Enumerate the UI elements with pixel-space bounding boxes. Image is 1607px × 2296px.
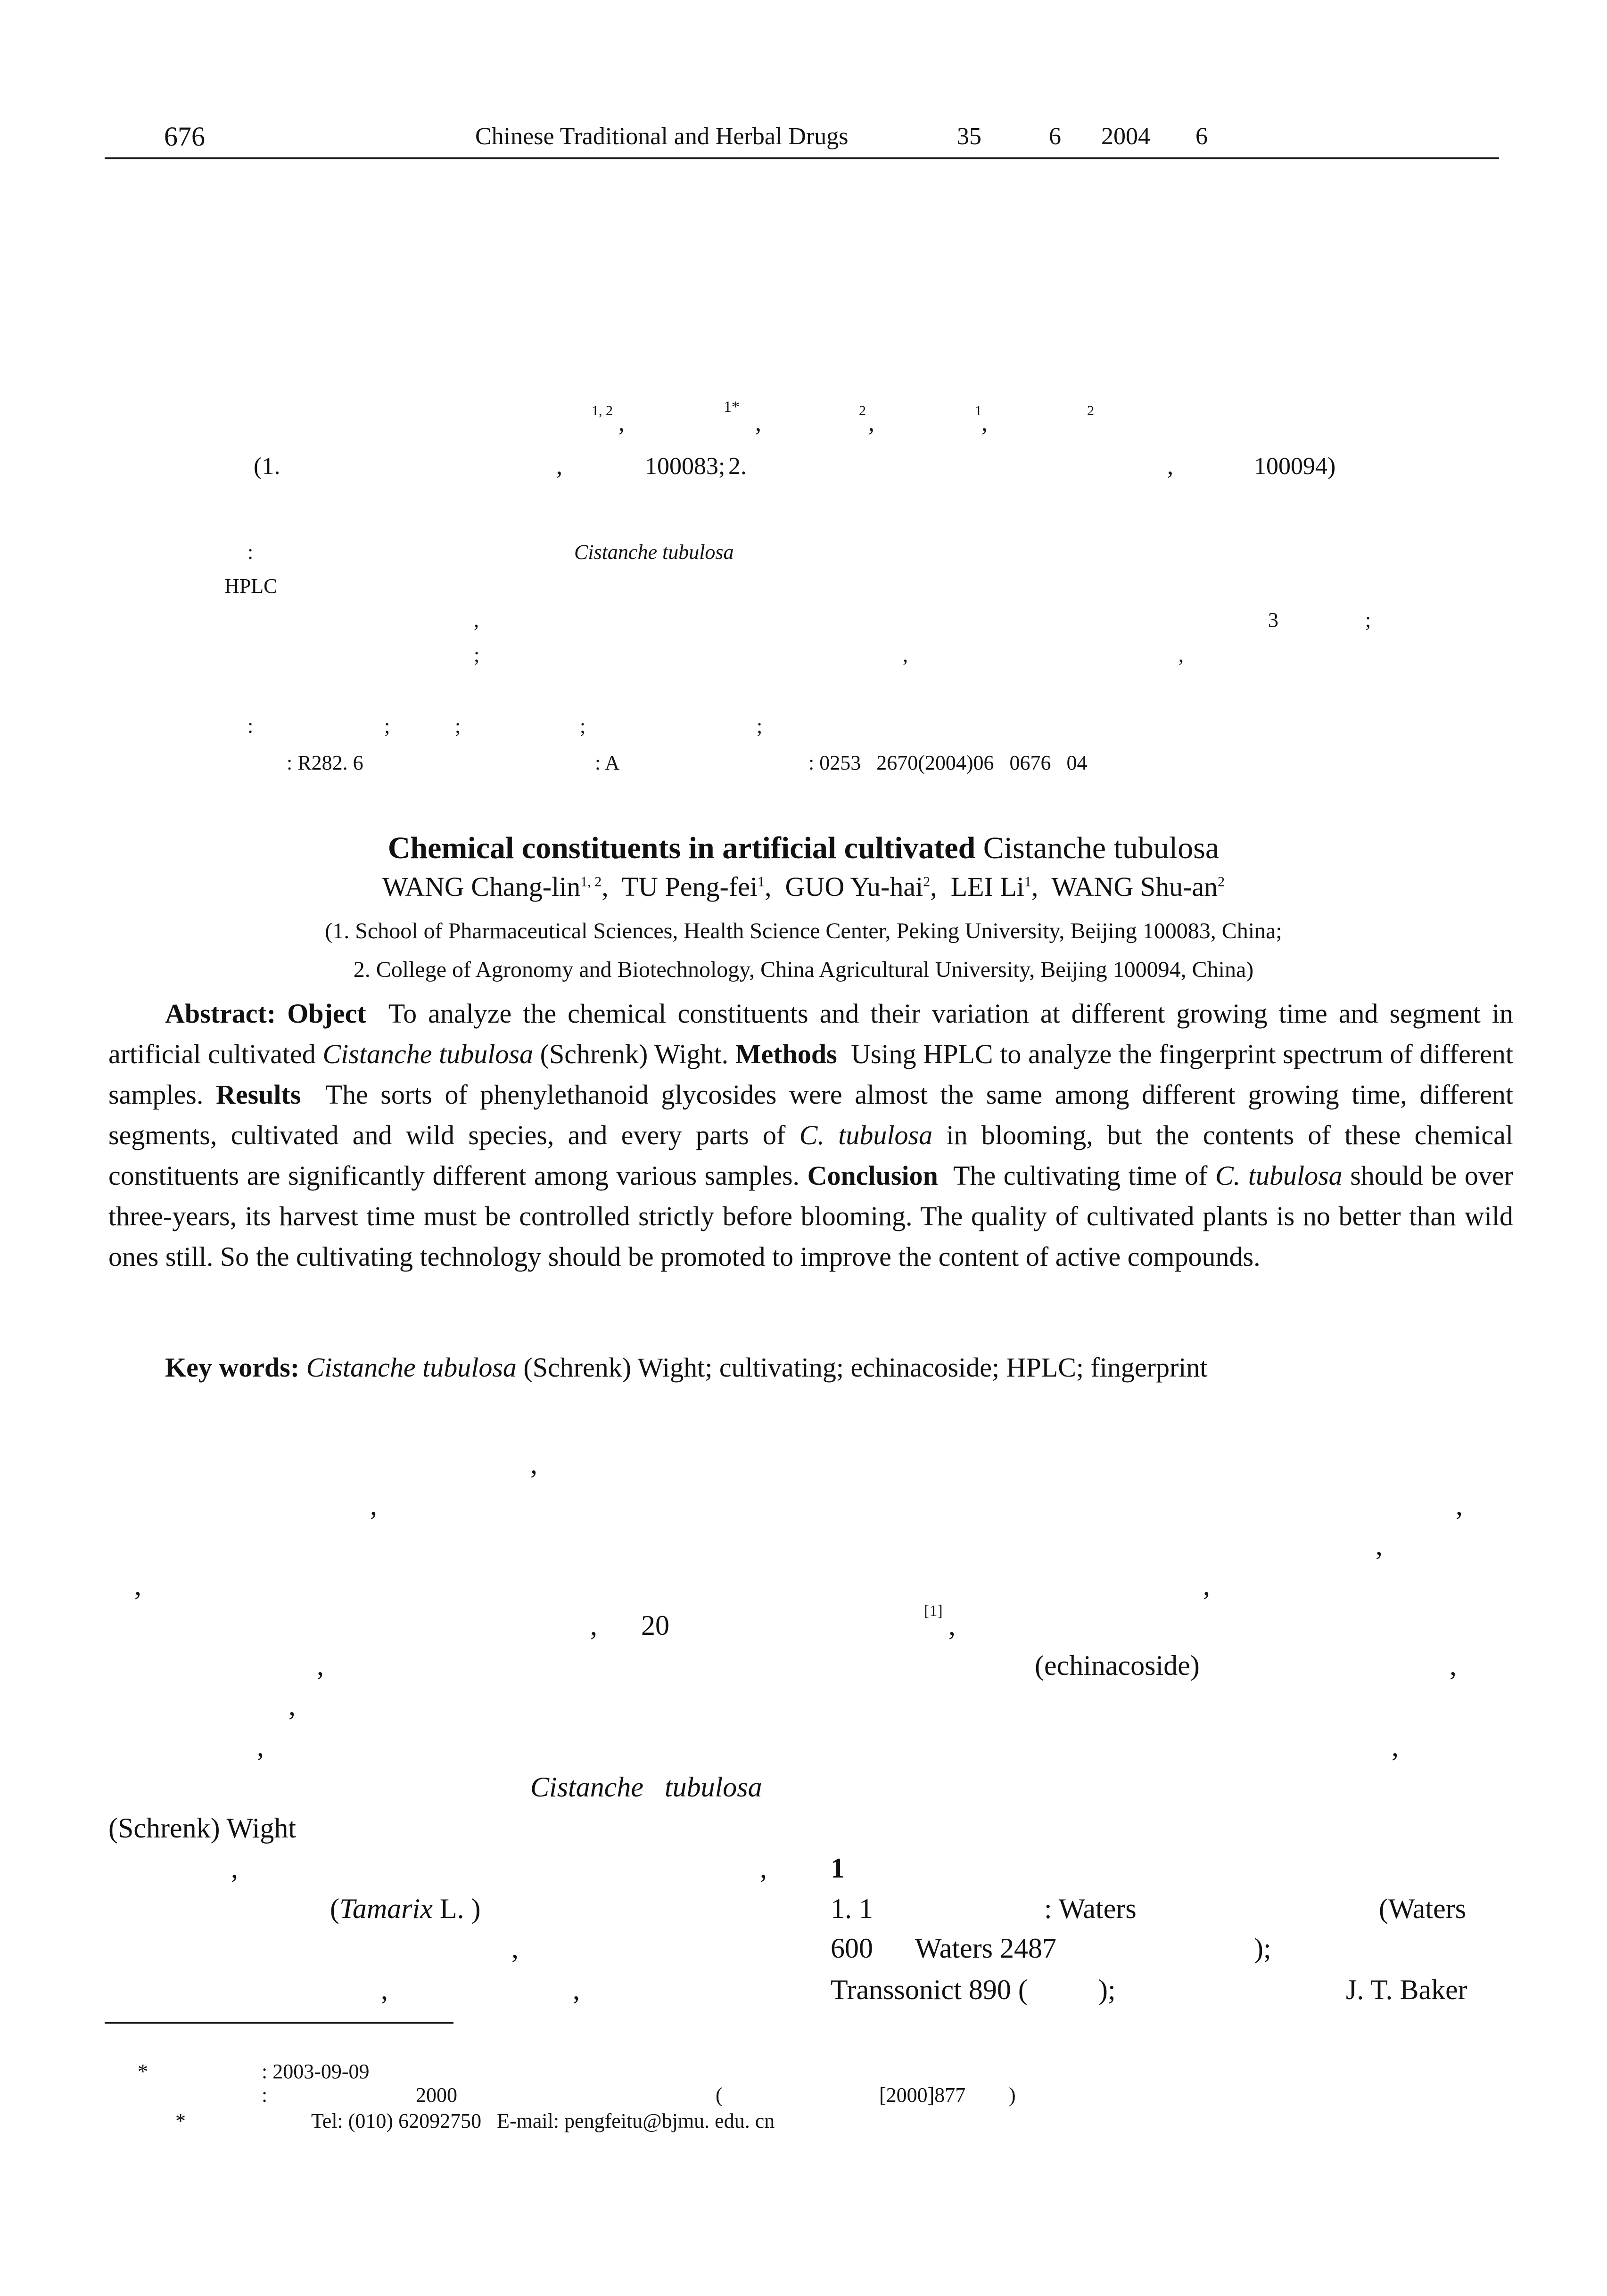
cn-abstract-colon: : [247,541,254,564]
en-methods-text: Using HPLC to analyze the fingerprint spectrum of different samples. [108,1039,1514,1110]
body-comma-7: , [590,1610,597,1641]
journal-name: Chinese Traditional and Herbal Drugs [475,123,849,150]
body-comma-15: , [760,1853,767,1884]
body-comma-12: , [257,1731,264,1762]
cn-abstract-comma-b: , [903,643,908,666]
en-keywords-species: Cistanche tubulosa [306,1352,517,1383]
cn-abstract-comma-c: , [1178,643,1184,666]
cn-article-id: : 0253 2670(2004)06 0676 04 [808,751,1088,774]
body-comma-4: , [1376,1530,1383,1561]
cn-doc-code: : A [595,751,620,774]
journal-year: 2004 [1101,123,1150,150]
body-ref-1: [1] [924,1602,943,1620]
en-object-text: To analyze the chemical constituents and their variation at different growing time and segment in artificial cultivated [108,998,1513,1069]
body-twenty: 20 [641,1610,669,1641]
en-results-label: Results [215,1079,301,1110]
en-keywords [165,1352,1208,1383]
cn-affil-comma-2: , [1167,453,1173,480]
body-comma-2: , [370,1490,377,1521]
cn-abstract-comma-a: , [474,608,479,631]
page-number: 676 [164,121,205,152]
body-echinacoside: (echinacoside) [1035,1650,1200,1681]
cn-author-sup-4: 1 [975,403,982,418]
en-author-1-sup: 1, 2 [580,874,602,890]
section-1-1: 1. 1 [831,1893,873,1924]
cn-abstract-semi-b: ; [474,643,480,666]
cn-keywords-semi-2: ; [455,714,461,738]
body-tamarix [330,1893,480,1925]
body-tamarix-genus: Tamarix [339,1893,433,1924]
body-species: Cistanche tubulosa [530,1771,762,1803]
journal-volume: 35 [957,123,981,150]
jt-baker: J. T. Baker [1346,1974,1467,2005]
en-affil-2: 2. College of Agronomy and Biotechnology, China Agricultural University, Beijing 100094, China) [353,957,1254,982]
en-species-short-1: C. tubulosa [799,1120,933,1150]
body-authority: (Schrenk) Wight [108,1812,297,1844]
waters-600: 600 Waters 2487 [831,1933,1057,1964]
footnote-received: : 2003-09-09 [262,2060,370,2083]
waters-colon: : Waters [1044,1893,1137,1924]
en-author-1: WANG Chang-lin [382,871,581,902]
body-comma-3: , [1456,1490,1463,1521]
footnote-rule [105,2022,453,2024]
body-comma-17: , [381,1974,388,2005]
en-species-short-2: C. tubulosa [1215,1160,1343,1191]
en-title-species: Cistanche tubulosa [983,831,1220,865]
en-author-5: WANG Shu-an [1051,871,1218,902]
body-comma-1: , [530,1448,537,1479]
footnote-paren-close: ) [1009,2083,1016,2107]
body-comma-13: , [1392,1731,1399,1762]
en-conclusion-text-a: The cultivating time of [953,1160,1208,1191]
cn-affil-open: (1. [254,453,280,480]
cn-keywords-colon: : [247,714,254,738]
footnote-paren-open: ( [716,2083,723,2107]
en-species-full: Cistanche tubulosa [322,1039,533,1069]
en-abstract [108,993,1513,1277]
transsonic-close: ); [1098,1974,1116,2005]
body-comma-14: , [231,1853,238,1884]
body-comma-6: , [1203,1570,1210,1601]
waters-paren: (Waters [1379,1893,1467,1924]
footnote-grant: [2000]877 [879,2083,966,2107]
en-author-4: LEI Li [950,871,1024,902]
en-author-4-sup: 1 [1024,874,1031,890]
header-rule [105,157,1499,159]
en-title [0,830,1607,866]
en-author-3-sup: 2 [923,874,931,890]
en-author-2-sup: 1 [758,874,765,890]
cn-affil-zip-2: 100094) [1254,453,1336,480]
en-author-2: TU Peng-fei [621,871,758,902]
cn-author-sup-3: 2 [859,403,866,418]
cn-abstract-species: Cistanche tubulosa [574,541,734,564]
cn-clc-number: : R282. 6 [287,751,363,774]
journal-issue: 6 [1049,123,1061,150]
en-keywords-rest: (Schrenk) Wight; cultivating; echinacoside; HPLC; fingerprint [523,1352,1208,1383]
en-author-3: GUO Yu-hai [785,871,923,902]
en-author-5-sup: 2 [1218,874,1225,890]
journal-month: 6 [1195,123,1208,150]
footnote-year: 2000 [416,2083,457,2107]
waters-close: ); [1254,1933,1271,1964]
footnote-star-1: * [138,2060,148,2083]
en-object-label: Object [287,998,366,1029]
en-results-text-b: in blooming, but the contents of these chemical constituents are significantly different among various samples. [108,1120,1513,1191]
en-authority: (Schrenk) Wight. [540,1039,729,1069]
body-tamarix-close: L. ) [439,1893,481,1924]
cn-keywords-semi-3: ; [580,714,586,738]
en-affil-1: (1. School of Pharmaceutical Sciences, Health Science Center, Peking University, Beijing 100083, China; [325,918,1282,943]
body-comma-10: , [1450,1650,1457,1681]
cn-keywords-semi-1: ; [384,714,390,738]
cn-author-comma-4: , [981,410,988,436]
cn-abstract-hplc: HPLC [224,574,278,598]
section-1-heading: 1 [831,1853,845,1884]
cn-keywords-semi-4: ; [757,714,763,738]
transsonic: Transsonict 890 ( [831,1974,1028,2005]
cn-affil-num-2: 2. [728,453,747,480]
en-title-bold: Chemical constituents in artificial cultivated [387,831,976,865]
body-comma-18: , [573,1974,580,2005]
en-conclusion-label: Conclusion [807,1160,938,1191]
body-comma-16: , [511,1933,519,1964]
cn-author-comma-2: , [755,410,761,436]
en-keywords-label: Key words: [165,1352,300,1383]
cn-author-sup-1: 1, 2 [592,403,613,418]
cn-abstract-semi-a: ; [1365,608,1371,631]
body-comma-8: , [948,1610,956,1641]
en-authors: WANG Chang-lin$^{1, 2}$, TU Peng-fei$^1$, GUO Yu-hai$^2$, LEI Li$^1$, WANG Shu-$an^2$ [382,871,1225,902]
footnote-colon: : [262,2083,268,2107]
body-comma-5: , [134,1570,141,1601]
cn-affil-zip-1: 100083; [645,453,725,480]
cn-author-sup-5: 2 [1087,403,1094,418]
footnote-star-2: * [175,2109,186,2132]
body-tamarix-open: ( [330,1893,339,1924]
body-comma-9: , [317,1650,324,1681]
en-results-text-a: The sorts of phenylethanoid glycosides were almost the same among different growing time, different segments, cultivated and wild species, and every parts of [108,1079,1514,1150]
cn-author-sup-2: 1* [724,398,740,416]
cn-abstract-three: 3 [1268,608,1278,631]
en-abstract-label: Abstract: [165,998,276,1029]
en-conclusion-text-b: should be over three-years, its harvest time must be controlled strictly before blooming. The quality of cultivated plants is no better than wild ones still. So the cultivating technology should be promoted to improve the content of active compounds. [108,1160,1513,1272]
footnote-contact: Tel: (010) 62092750 E-mail: pengfeitu@bjmu. edu. cn [311,2109,775,2132]
body-comma-11: , [288,1690,296,1721]
cn-affil-comma-1: , [556,453,562,480]
cn-author-comma-1: , [618,410,625,436]
cn-author-comma-3: , [868,410,874,436]
en-methods-label: Methods [735,1039,837,1069]
